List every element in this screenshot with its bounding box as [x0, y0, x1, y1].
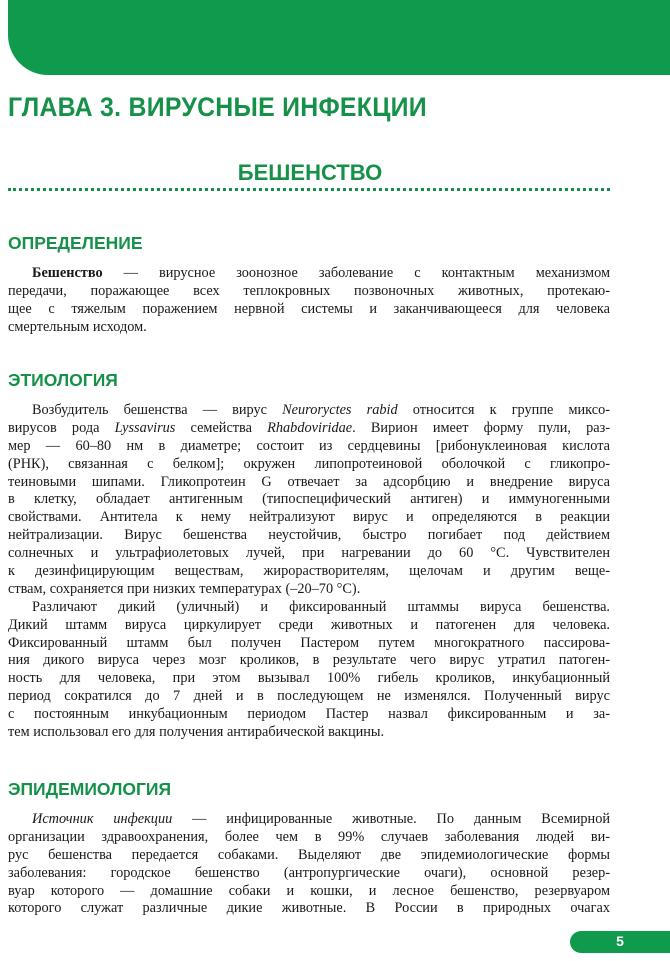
etiology-line: в клетку, обладает антигенным (типоспецифический антиген) и иммуногенными — [8, 491, 610, 508]
etiology-line: период сократился до 7 дней и в последующем не изменялся. Полученный вирус — [8, 688, 610, 705]
etiology-heading: ЭТИОЛОГИЯ — [8, 370, 118, 390]
definition-line: передачи, поражающее всех теплокровных позвоночных животных, протекаю- — [8, 282, 610, 299]
definition-term: Бешенство — [32, 265, 103, 281]
etiology-line: Дикий штамм вируса циркулирует среди животных и патогенен для человека. — [8, 616, 610, 633]
etiology-line: тем использовал его для получения антирабической вакцины. — [8, 724, 385, 741]
definition-heading: ОПРЕДЕЛЕНИЕ — [8, 233, 143, 253]
epidemiology-heading: ЭПИДЕМИОЛОГИЯ — [8, 779, 172, 799]
etiology-line: с постоянным инкубационным периодом Пастер назвал фиксированным и за- — [8, 706, 610, 723]
epidemiology-line: которого служат различные дикие животные. В России в природных очагах — [8, 900, 610, 917]
epidemiology-paragraph — [8, 811, 610, 918]
etiology-line: ствам, сохраняется при низких температурах (–20–70 °C). — [8, 580, 361, 597]
dotted-divider — [8, 188, 610, 191]
etiology-line: солнечных и ультрафиолетовых лучей, при нагревании до 60 °C. Чувствителен — [8, 545, 610, 562]
epidemiology-line: вуар которого — домашние собаки и кошки, и лесное бешенство, резервуаром — [8, 882, 610, 899]
etiology-line: ния дикого вируса через мозг кроликов, в результате чего вирус утратил патоген- — [8, 652, 610, 669]
chapter-title: ГЛАВА 3. ВИРУСНЫЕ ИНФЕКЦИИ — [8, 92, 427, 122]
etiology-line: Различают дикий (уличный) и фиксированный штаммы вируса бешенства. — [32, 598, 610, 615]
epidemiology-line: организации здравоохранения, более чем в 99% случаев заболевания людей ви- — [8, 828, 610, 845]
etiology-line: теиновыми шипами. Гликопротеин G отвечает за адсорбцию и внедрение вируса — [8, 473, 610, 490]
etiology-line: вирусов рода Lyssavirus семейства Rhabdoviridae. Вирион имеет форму пули, раз- — [8, 419, 611, 436]
epidemiology-term: Источник инфекции — [32, 811, 173, 827]
definition-line: щее с тяжелым поражением нервной системы и заканчивающееся для человека — [8, 300, 610, 317]
virus-genus-name: Lyssavirus — [114, 419, 176, 436]
epidemiology-line: заболевания: городское бешенство (антропургические очаги), основной резер- — [8, 864, 610, 881]
epidemiology-line: Источник инфекции — инфицированные животные. По данным Всемирной — [32, 811, 610, 827]
definition-line: смертельным исходом. — [8, 318, 147, 335]
page-number-tab — [570, 931, 670, 953]
etiology-line: мер — 60–80 нм в диаметре; состоит из сердцевины [рибонуклеиновая кислота — [8, 437, 610, 454]
header-band — [8, 0, 670, 75]
section-title: БЕШЕНСТВО — [237, 160, 383, 185]
etiology-line: свойствами. Антитела к нему нейтрализуют вирус и определяются в реакции — [8, 509, 610, 526]
definition-paragraph — [8, 265, 610, 337]
etiology-line: к дезинфицирующим веществам, жирорастворителям, щелочам и другим веще- — [8, 563, 610, 580]
definition-line: Бешенство — вирусное зоонозное заболевание с контактным механизмом — [32, 265, 610, 281]
etiology-line: ность для человека, при этом вызывал 100% гибель кроликов, инкубационный — [8, 670, 610, 687]
etiology-paragraph — [8, 402, 610, 742]
etiology-line: (РНК), связанная с белком]; окружен липопротеиновой оболочкой с гликопро- — [8, 455, 610, 472]
etiology-line: Фиксированный штамм был получен Пастером путем многократного пассирова- — [8, 634, 610, 651]
etiology-line: Возбудитель бешенства — вирус Neuroryctes rabid относится к группе миксо- — [32, 402, 610, 418]
virus-family-name: Rhabdoviridae — [267, 419, 353, 436]
etiology-line: нейтрализации. Вирус бешенства неустойчив, быстро погибает под действием — [8, 527, 610, 544]
page-number: 5 — [616, 933, 624, 949]
virus-species-name: Neuroryctes rabid — [282, 402, 398, 418]
epidemiology-line: рус бешенства передается собаками. Выделяют две эпидемиологические формы — [8, 846, 610, 863]
